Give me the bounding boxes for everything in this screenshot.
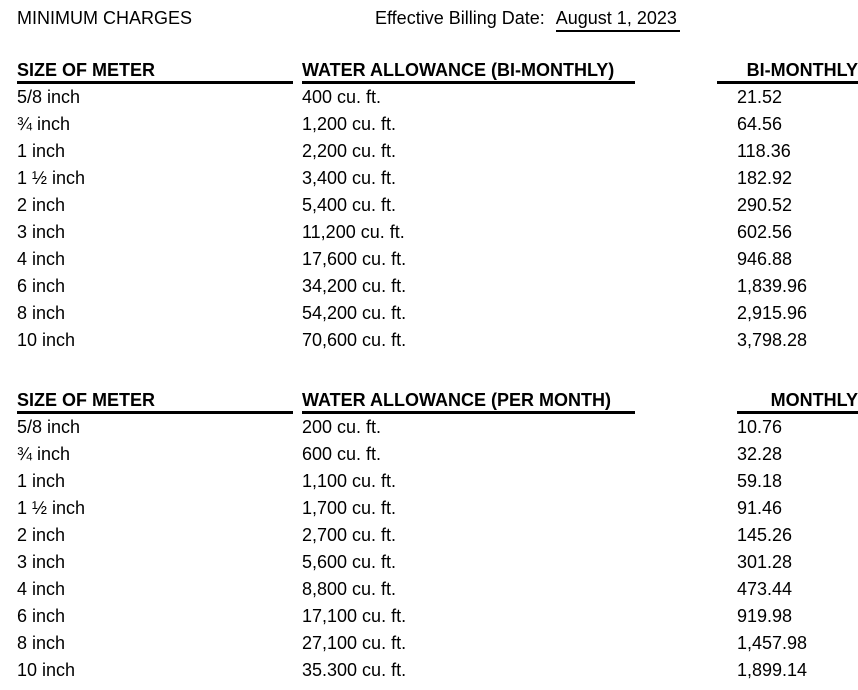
charge-amount-cell: 1,457.98 [737, 633, 808, 653]
meter-size-cell: 8 inch [17, 303, 66, 323]
meter-size-cell: 4 inch [17, 579, 66, 599]
meter-size-cell: 8 inch [17, 633, 66, 653]
meter-size-cell: 5/8 inch [17, 417, 81, 437]
meter-size-cell: ¾ inch [17, 114, 71, 134]
water-allowance-cell: 34,200 cu. ft. [302, 276, 407, 296]
table-row [0, 300, 858, 327]
charge-amount-cell: 10.76 [737, 417, 783, 437]
table-row [0, 219, 858, 246]
column-header-size-of-meter: SIZE OF METER [17, 390, 293, 414]
charge-amount-cell: 473.44 [737, 579, 793, 599]
column-header-size-of-meter: SIZE OF METER [17, 60, 293, 84]
meter-size-cell: 4 inch [17, 249, 66, 269]
water-allowance-cell: 17,600 cu. ft. [302, 249, 407, 269]
water-allowance-cell: 2,200 cu. ft. [302, 141, 397, 161]
effective-billing-label: Effective Billing Date: [375, 8, 545, 28]
meter-size-cell: ¾ inch [17, 444, 71, 464]
charge-amount-cell: 182.92 [737, 168, 793, 188]
meter-size-cell: 5/8 inch [17, 87, 81, 107]
charge-amount-cell: 2,915.96 [737, 303, 808, 323]
charge-amount-cell: 919.98 [737, 606, 793, 626]
water-allowance-cell: 1,100 cu. ft. [302, 471, 397, 491]
water-allowance-cell: 600 cu. ft. [302, 444, 382, 464]
table-row [0, 576, 858, 603]
charge-amount-cell: 32.28 [737, 444, 783, 464]
water-allowance-cell: 11,200 cu. ft. [302, 222, 405, 242]
charge-amount-cell: 59.18 [737, 471, 783, 491]
column-header-monthly-charge: MONTHLY [737, 390, 858, 414]
water-allowance-cell: 1,200 cu. ft. [302, 114, 397, 134]
meter-size-cell: 1 inch [17, 141, 66, 161]
bi-monthly-table-header-row [0, 60, 858, 84]
charge-amount-cell: 64.56 [737, 114, 783, 134]
water-allowance-cell: 400 cu. ft. [302, 87, 382, 107]
bi-monthly-rate-table [0, 60, 858, 354]
meter-size-cell: 6 inch [17, 276, 66, 296]
water-allowance-cell: 5,400 cu. ft. [302, 195, 397, 215]
meter-size-cell: 10 inch [17, 660, 76, 680]
table-row [0, 138, 858, 165]
table-row [0, 111, 858, 138]
meter-size-cell: 3 inch [17, 552, 66, 572]
table-row [0, 495, 858, 522]
table-row [0, 414, 858, 441]
effective-billing-date: August 1, 2023 [556, 8, 680, 32]
meter-size-cell: 10 inch [17, 330, 76, 350]
table-row [0, 468, 858, 495]
monthly-table-body [0, 414, 858, 684]
table-row [0, 522, 858, 549]
meter-size-cell: 6 inch [17, 606, 66, 626]
table-row [0, 84, 858, 111]
charge-amount-cell: 21.52 [737, 87, 783, 107]
charge-amount-cell: 118.36 [737, 141, 791, 161]
effective-billing-line [375, 8, 680, 29]
meter-size-cell: 1 inch [17, 471, 66, 491]
charge-amount-cell: 301.28 [737, 552, 793, 572]
table-row [0, 327, 858, 354]
water-allowance-cell: 1,700 cu. ft. [302, 498, 397, 518]
water-allowance-cell: 54,200 cu. ft. [302, 303, 407, 323]
water-allowance-cell: 17,100 cu. ft. [302, 606, 407, 626]
water-allowance-cell: 8,800 cu. ft. [302, 579, 397, 599]
meter-size-cell: 1 ½ inch [17, 168, 86, 188]
table-row [0, 165, 858, 192]
charge-amount-cell: 1,899.14 [737, 660, 808, 680]
table-row [0, 246, 858, 273]
water-allowance-cell: 3,400 cu. ft. [302, 168, 397, 188]
column-header-bimonthly-charge: BI-MONTHLY [717, 60, 858, 84]
monthly-table-header-row [0, 390, 858, 414]
charge-amount-cell: 946.88 [737, 249, 793, 269]
charge-amount-cell: 145.26 [737, 525, 793, 545]
meter-size-cell: 3 inch [17, 222, 66, 242]
charge-amount-cell: 1,839.96 [737, 276, 808, 296]
column-header-water-allowance-bimonthly: WATER ALLOWANCE (BI-MONTHLY) [302, 60, 635, 84]
water-allowance-cell: 5,600 cu. ft. [302, 552, 397, 572]
water-allowance-cell: 70,600 cu. ft. [302, 330, 407, 350]
document-header [0, 0, 858, 60]
table-row [0, 192, 858, 219]
bi-monthly-table-body [0, 84, 858, 354]
table-row [0, 273, 858, 300]
meter-size-cell: 1 ½ inch [17, 498, 86, 518]
water-allowance-cell: 27,100 cu. ft. [302, 633, 407, 653]
meter-size-cell: 2 inch [17, 195, 66, 215]
page-title: MINIMUM CHARGES [17, 8, 192, 28]
table-row [0, 657, 858, 684]
column-header-water-allowance-monthly: WATER ALLOWANCE (PER MONTH) [302, 390, 635, 414]
water-allowance-cell: 200 cu. ft. [302, 417, 382, 437]
meter-size-cell: 2 inch [17, 525, 66, 545]
water-allowance-cell: 35.300 cu. ft. [302, 660, 407, 680]
charge-amount-cell: 3,798.28 [737, 330, 808, 350]
monthly-rate-table [0, 390, 858, 684]
table-row [0, 630, 858, 657]
table-row [0, 603, 858, 630]
charge-amount-cell: 290.52 [737, 195, 793, 215]
table-row [0, 441, 858, 468]
charge-amount-cell: 602.56 [737, 222, 793, 242]
water-allowance-cell: 2,700 cu. ft. [302, 525, 397, 545]
table-row [0, 549, 858, 576]
charge-amount-cell: 91.46 [737, 498, 783, 518]
